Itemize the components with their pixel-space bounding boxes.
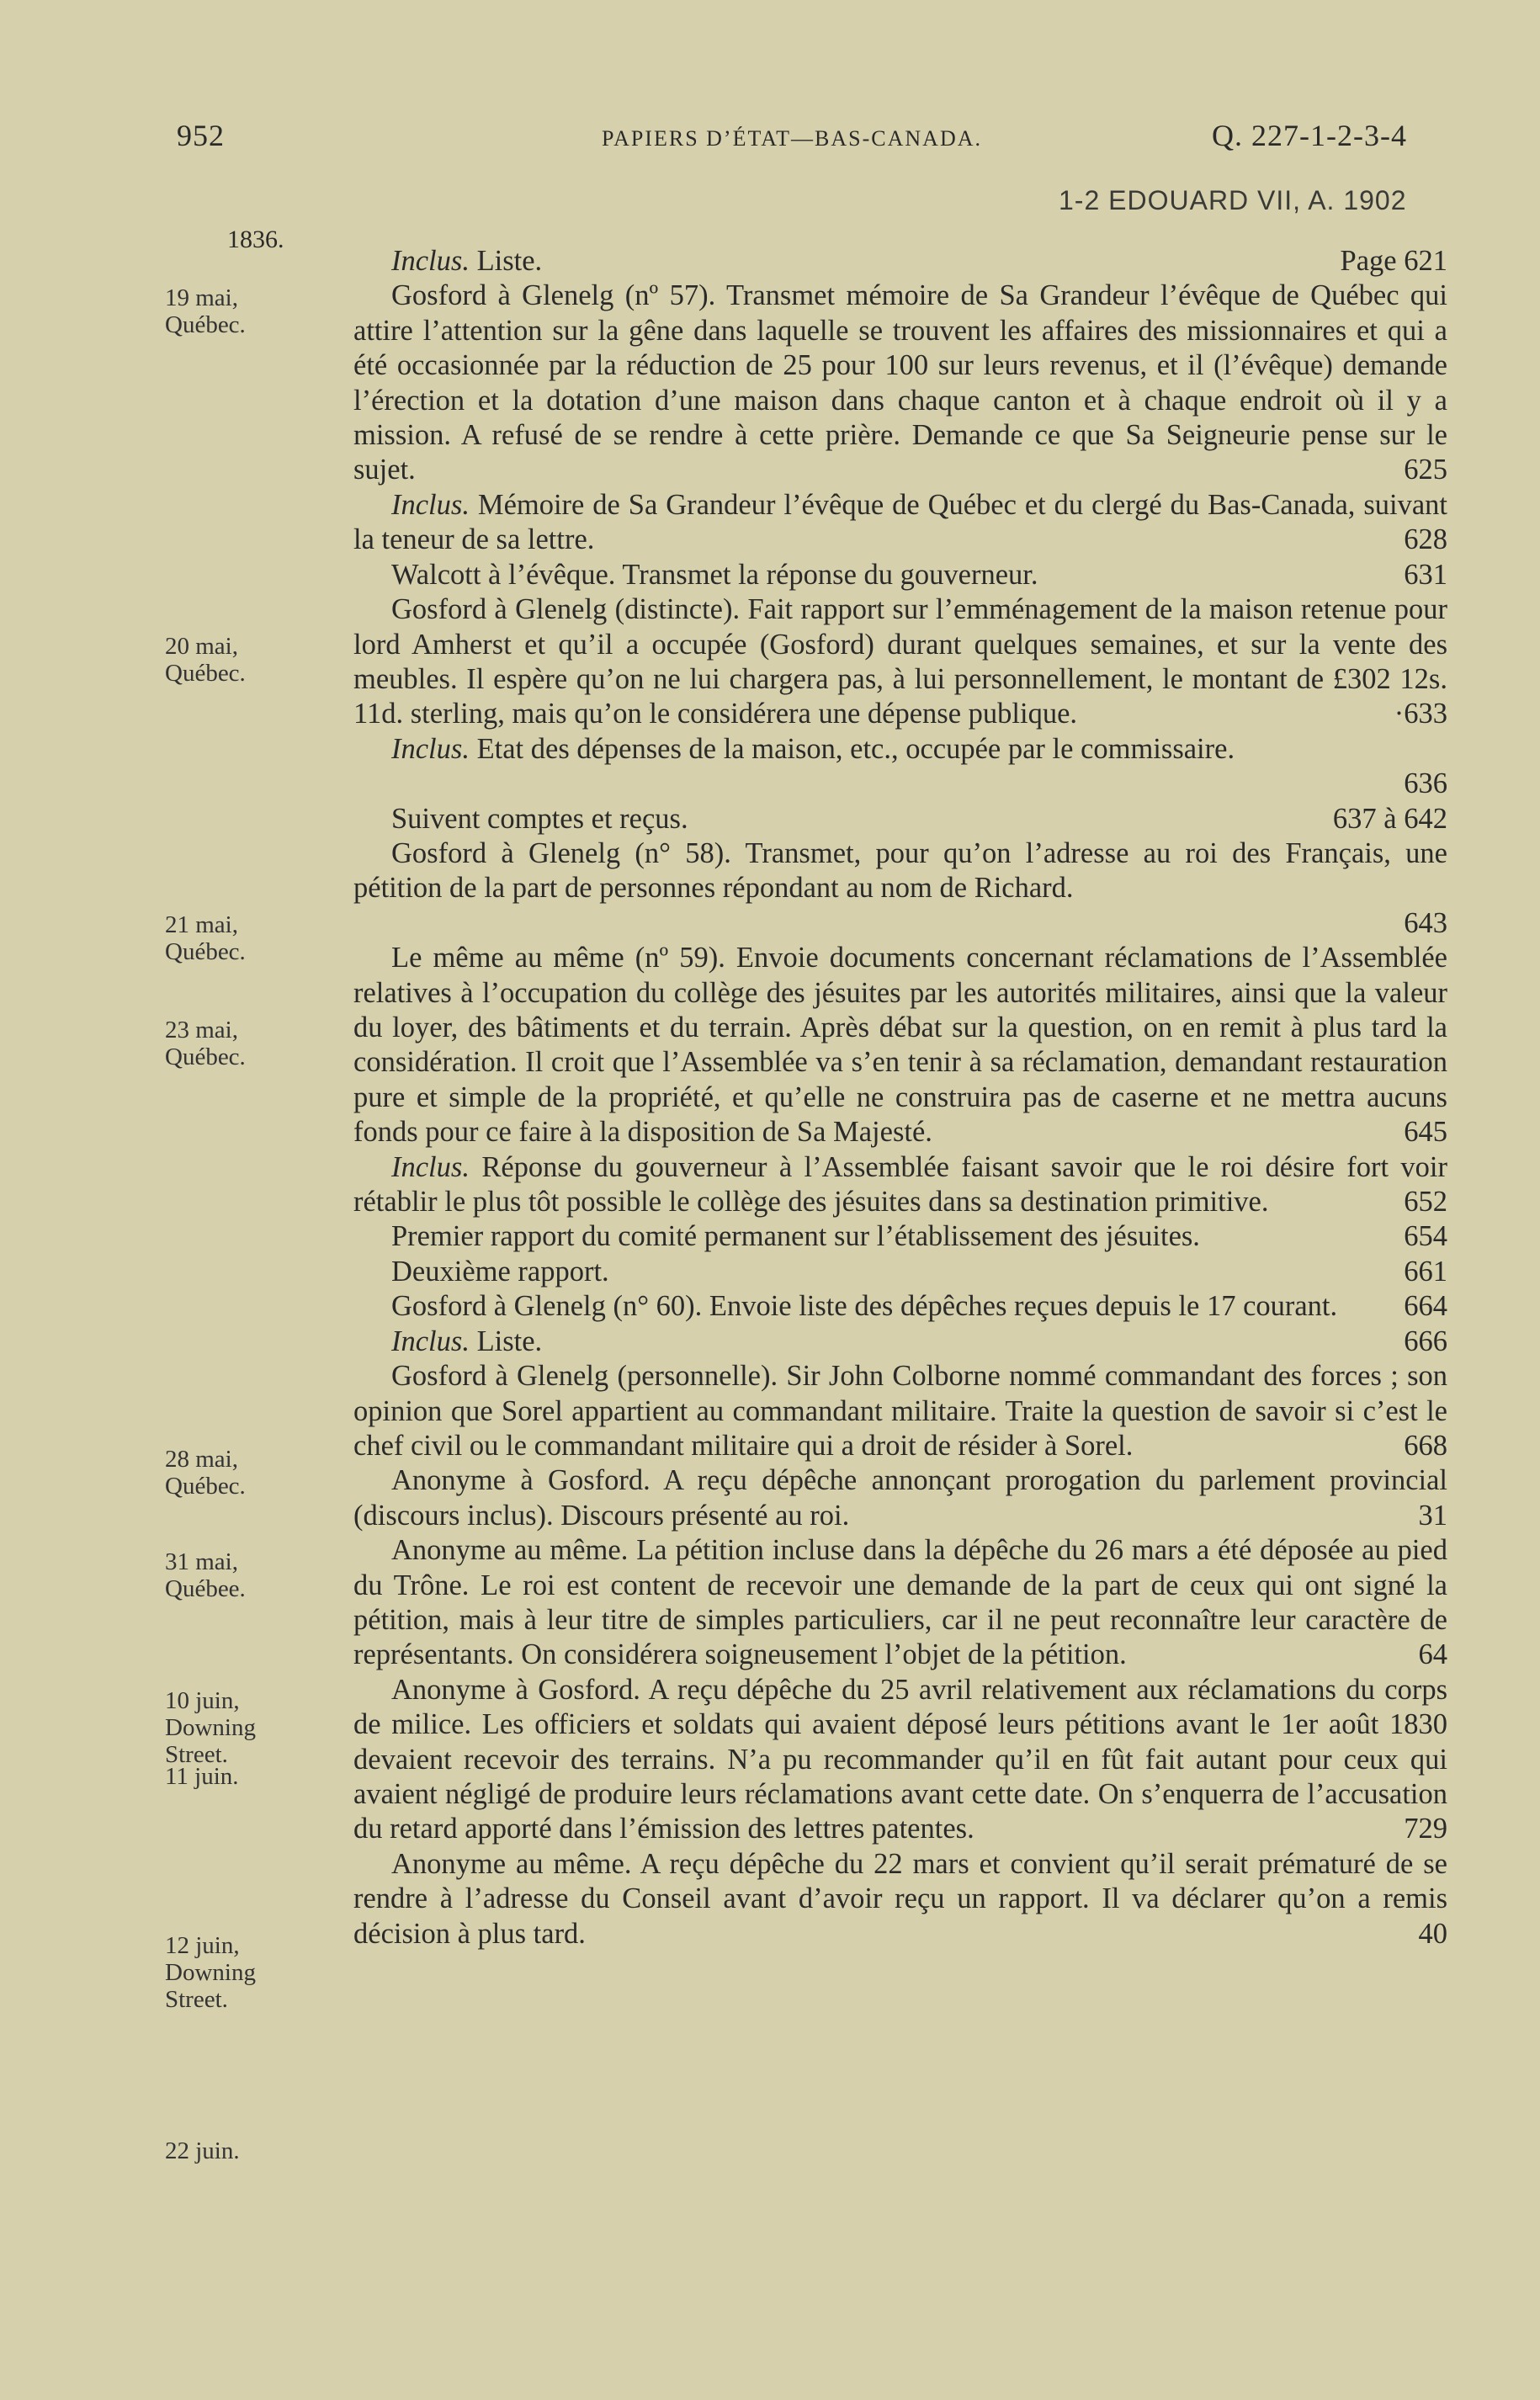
margin-date: 20 mai, Québec. — [165, 633, 246, 687]
page-ref: 64 — [1418, 1638, 1447, 1671]
margin-date: 21 mai, Québec. — [165, 911, 246, 965]
page-ref: 625 — [1404, 454, 1447, 486]
margin-date: 22 juin. — [165, 2137, 240, 2164]
margin-date: 23 mai, Québec. — [165, 1017, 246, 1070]
page-ref: 628 — [1404, 523, 1447, 556]
page-ref: 637 à 642 — [1332, 802, 1447, 835]
entry-enclosure: Inclus. Mémoire de Sa Grandeur l’évêque de Québec et du clergé du Bas-Canada, suivant la teneur de sa lettre. — [353, 488, 1448, 556]
entry-dispatch: Gosford à Glenelg (personnelle). Sir John Colborne nommé commandant des forces ; son opinion que Sorel appartient au commandant militaire. Traite la question de savoir si c’est le chef civil ou le commandant militaire qui a droit de résider à Sorel. — [353, 1360, 1447, 1462]
archive-reference: Q. 227-1-2-3-4 — [1212, 119, 1407, 152]
entry-dispatch: Le même au même (nº 59). Envoie documents concernant réclamations de l’Assemblée relatives à l’occupation du collège des jésuites par les autorités militaires, ainsi que la valeur du loyer, des bâtiments et du terrain. Après débat sur la question, on en remit à plus tard la considération. Il croit que l’Assemblée va s’en tenir à sa réclamation, demandant restauration pure et simple de la propriété, et qu’elle ne construira pas de caserne et ne mettra aucuns fonds pour ce faire à la disposition de Sa Majesté. — [353, 942, 1447, 1149]
entry-dispatch: Walcott à l’évêque. Transmet la réponse du gouverneur. 631 — [353, 558, 1447, 592]
page-ref: 668 — [1404, 1429, 1447, 1462]
margin-date: 31 mai, Québee. — [165, 1548, 246, 1602]
page-ref: 643 — [1404, 906, 1447, 939]
document-body — [353, 244, 1447, 1951]
page-ref: ·633 — [1394, 698, 1447, 730]
entry-dispatch: Anonyme au même. A reçu dépêche du 22 mars et convient qu’il serait prématuré de se rendre à l’adresse du Conseil avant d’avoir reçu un rapport. Il va déclarer qu’on a remis décision à plus tard. — [353, 1847, 1447, 1950]
page-ref: 652 — [1404, 1186, 1447, 1219]
entry-dispatch: Anonyme à Gosford. A reçu dépêche annonçant prorogation du parlement provincial (discours inclus). Discours présenté au roi. — [353, 1464, 1447, 1532]
page-ref: 661 — [1404, 1255, 1447, 1288]
margin-date: 11 juin. — [165, 1763, 239, 1790]
page-ref: 666 — [1404, 1325, 1447, 1357]
entry-enclosure: Deuxième rapport. 661 — [353, 1255, 1447, 1289]
page-ref: Page 621 — [1340, 245, 1447, 277]
page-ref: 31 — [1418, 1499, 1447, 1532]
entry-dispatch: Gosford à Glenelg (distincte). Fait rapport sur l’emménagement de la maison retenue pour lord Amherst et qu’il a occupée (Gosford) durant quelques semaines, et sur la vente des meubles. Il espère qu’on ne lui chargera pas, à lui personnellement, le montant de £302 12s. 11d. sterling, mais qu’on le considérera une dépense publique. — [353, 593, 1447, 730]
entry-enclosure: Inclus. Etat des dépenses de la maison, etc., occupée par le commissaire. — [391, 732, 1235, 765]
entry-dispatch: Gosford à Glenelg (n° 60). Envoie liste des dépêches reçues depuis le 17 courant. — [391, 1290, 1338, 1323]
year-label: 1836. — [227, 226, 284, 253]
running-title: PAPIERS D’ÉTAT—BAS-CANADA. — [602, 126, 983, 151]
page-ref: 631 — [1404, 558, 1447, 591]
entry-dispatch: Anonyme à Gosford. A reçu dépêche du 25 avril relativement aux réclamations du corps de milice. Les officiers et soldats qui avaient déposé leurs pétitions avant le 1er août 1830 devaient recevoir des terrains. N’a pu recommander qu’il en fût fait autant pour ceux qui avaient négligé de produire leurs réclamations avant cette date. On s’enquerra de l’accusation du retard apporté dans l’émission des lettres patentes. — [353, 1673, 1447, 1845]
margin-date: 10 juin, Downing Street. — [165, 1687, 256, 1768]
entry-dispatch: Anonyme au même. La pétition incluse dans la dépêche du 26 mars a été déposée au pied du Trône. Le roi est content de recevoir une demande de la part de ceux qui ont signé la pétition, mais à leur titre de simples particuliers, car il ne peut reconnaître leur caractère de représentants. On considérera soigneusement l’objet de la pétition. — [353, 1534, 1447, 1671]
entry-dispatch: Gosford à Glenelg (n° 58). Transmet, pour qu’on l’adresse au roi des Français, une pétition de la part de personnes répondant au nom de Richard. — [353, 836, 1447, 905]
entry-enclosure: Inclus. Liste. 666 — [353, 1325, 1447, 1359]
page-number: 952 — [177, 119, 225, 152]
entry-dispatch: Gosford à Glenelg (nº 57). Transmet mémoire de Sa Grandeur l’évêque de Québec qui attire l’attention sur la gêne dans laquelle se trouvent les affaires des missionnaires et qui a été occasionnée par la réduction de 25 pour 100 sur leurs revenus, et il (l’évêque) demande l’érection et la dotation d’une maison dans chaque canton et à chaque endroit où il y a mission. A refusé de se rendre à cette prière. Demande ce que Sa Seigneurie pense sur le sujet. — [353, 279, 1447, 486]
page-ref: 40 — [1418, 1917, 1447, 1950]
entry-enclosure: Suivent comptes et reçus. 637 à 642 — [353, 802, 1447, 836]
entry-enclosure: Inclus. Réponse du gouverneur à l’Assemblée faisant savoir que le roi désire fort voir rétablir le plus tôt possible le collège des jésuites dans sa destination primitive. — [353, 1150, 1448, 1219]
entry-enclosure: Inclus. Liste. Page 621 — [353, 244, 1447, 279]
margin-date: 28 mai, Québec. — [165, 1446, 246, 1500]
page-ref: 654 — [1404, 1220, 1447, 1253]
page-ref: 664 — [1404, 1290, 1447, 1323]
page-ref: 729 — [1404, 1813, 1447, 1845]
margin-date: 12 juin, Downing Street. — [165, 1932, 256, 2013]
session-header: 1-2 EDOUARD VII, A. 1902 — [1059, 185, 1407, 215]
page-ref: 636 — [1404, 767, 1447, 800]
entry-enclosure: Premier rapport du comité permanent sur l’établissement des jésuites. 654 — [353, 1219, 1447, 1254]
margin-date: 19 mai, Québec. — [165, 284, 246, 338]
page-ref: 645 — [1404, 1116, 1447, 1149]
